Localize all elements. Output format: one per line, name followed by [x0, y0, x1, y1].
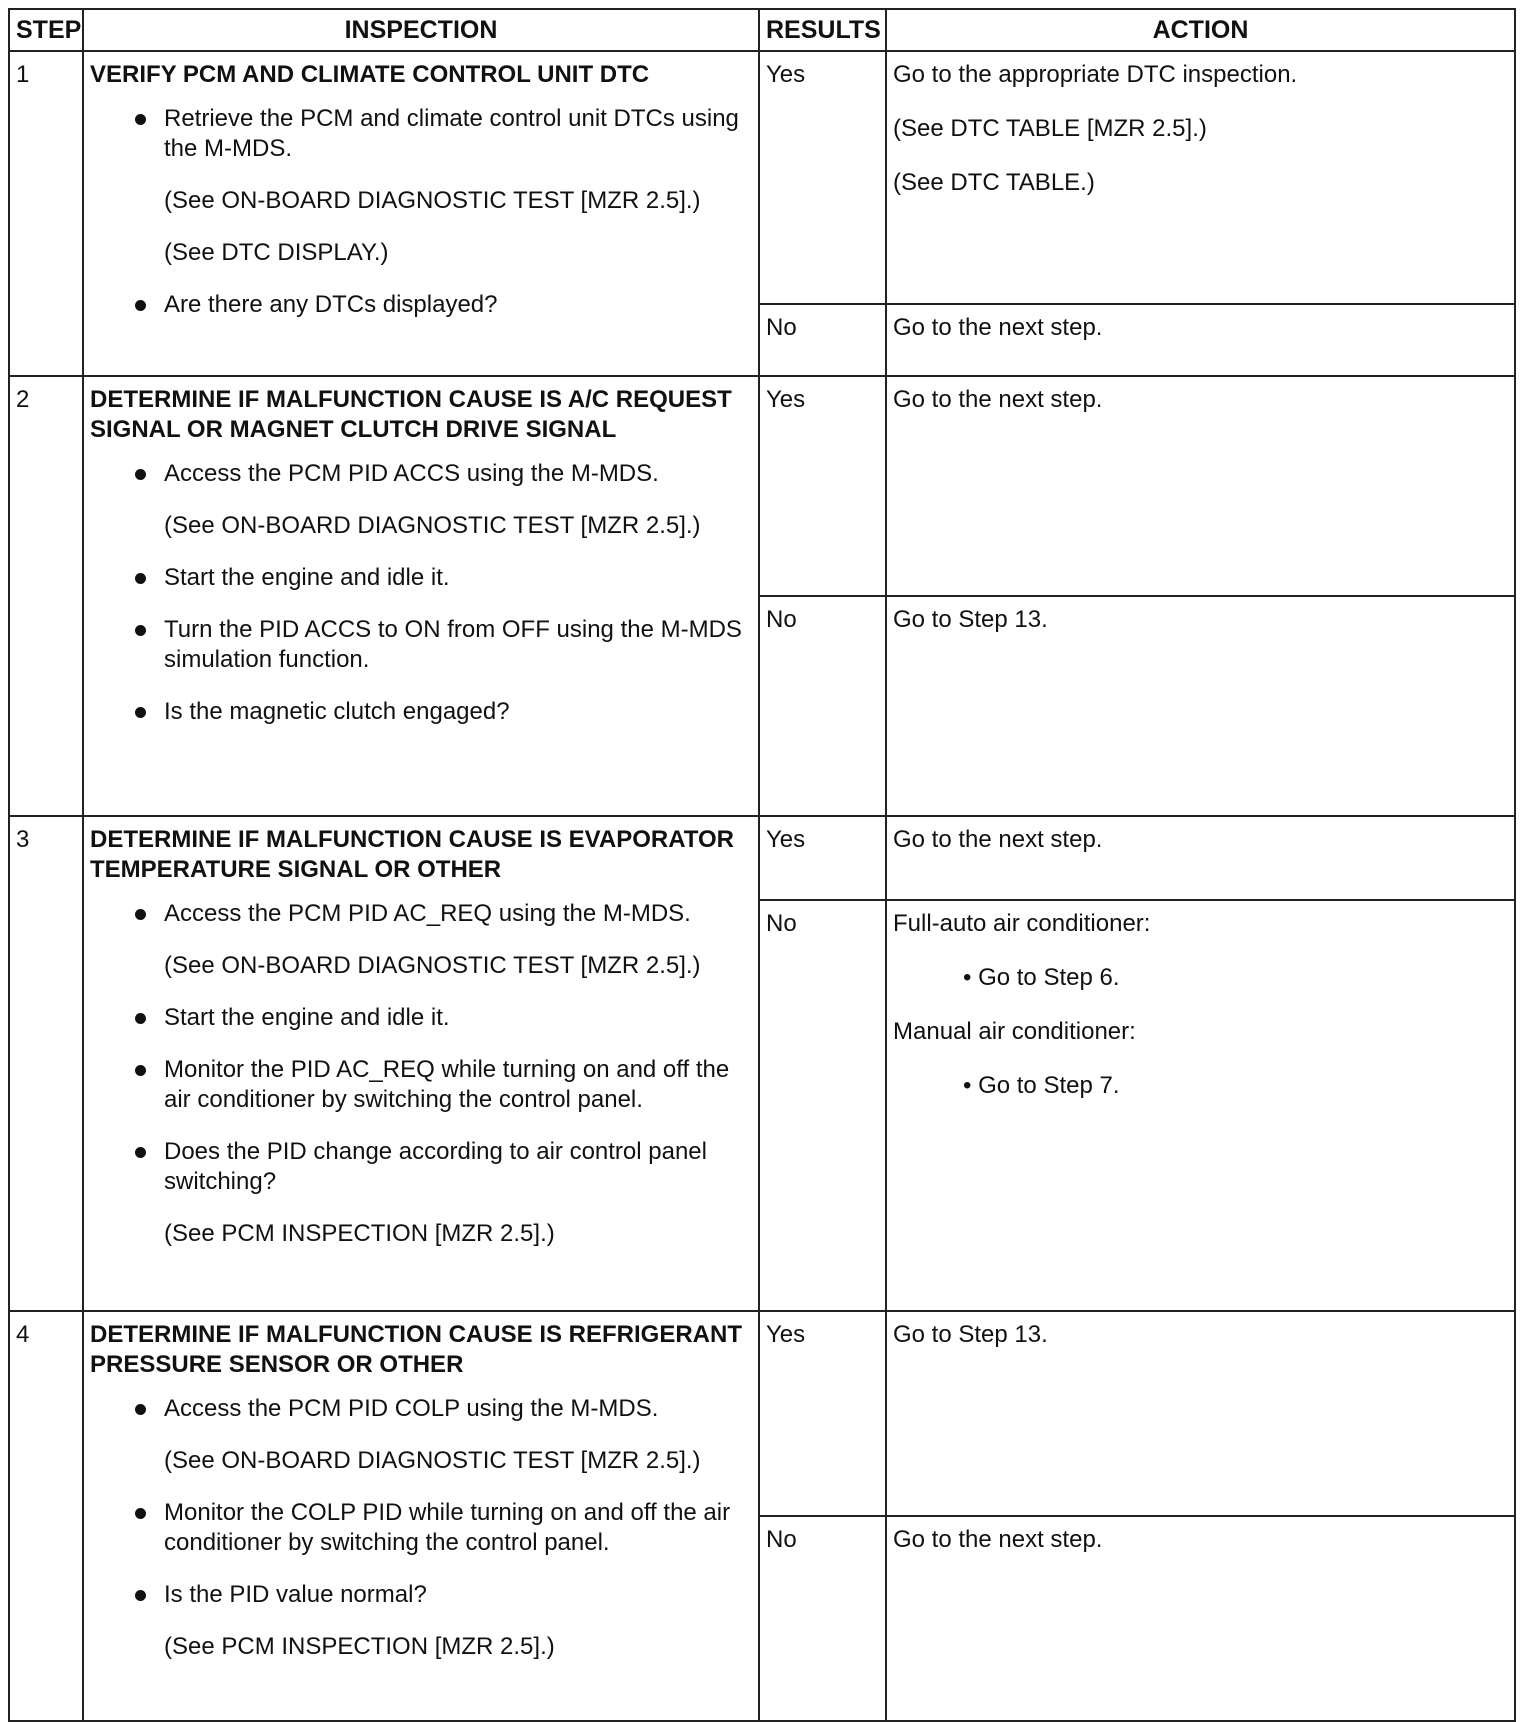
action-text: Go to the next step. — [893, 386, 1103, 413]
reference-note: (See ON-BOARD DIAGNOSTIC TEST [MZR 2.5].) — [164, 187, 701, 214]
step-number: 4 — [9, 1311, 83, 1721]
table-row — [9, 376, 1515, 596]
action-text: • Go to Step 6. — [963, 964, 1120, 991]
action-text: Full-auto air conditioner: — [893, 910, 1151, 937]
result-cell: No — [759, 596, 886, 816]
action-text: (See DTC TABLE [MZR 2.5].) — [893, 115, 1207, 142]
result-cell: No — [759, 900, 886, 1311]
action-cell — [886, 900, 1515, 1311]
step-number: 1 — [9, 51, 83, 376]
action-cell — [886, 1311, 1515, 1516]
reference-note: (See DTC DISPLAY.) — [164, 239, 389, 266]
bullet-item: Start the engine and idle it. — [90, 563, 752, 593]
action-cell — [886, 596, 1515, 816]
action-cell — [886, 816, 1515, 900]
header-step: STEP — [9, 9, 83, 51]
step-title: VERIFY PCM AND CLIMATE CONTROL UNIT DTC — [90, 61, 650, 88]
result-cell: Yes — [759, 1311, 886, 1516]
inspection-cell — [83, 1311, 759, 1721]
table-row — [9, 51, 1515, 304]
header-inspection: INSPECTION — [83, 9, 759, 51]
action-cell — [886, 51, 1515, 304]
result-cell: No — [759, 304, 886, 376]
step-number: 3 — [9, 816, 83, 1311]
table-row — [9, 816, 1515, 900]
bullet-item: Turn the PID ACCS to ON from OFF using the M-MDS simulation function. — [90, 615, 752, 675]
reference-note: (See ON-BOARD DIAGNOSTIC TEST [MZR 2.5].) — [164, 952, 701, 979]
reference-note: (See ON-BOARD DIAGNOSTIC TEST [MZR 2.5].) — [164, 512, 701, 539]
step-title: DETERMINE IF MALFUNCTION CAUSE IS EVAPORATOR TEMPERATURE SIGNAL OR OTHER — [90, 826, 735, 883]
step-number: 2 — [9, 376, 83, 816]
reference-note: (See PCM INSPECTION [MZR 2.5].) — [164, 1220, 555, 1247]
reference-note: (See ON-BOARD DIAGNOSTIC TEST [MZR 2.5].) — [164, 1447, 701, 1474]
result-cell: No — [759, 1516, 886, 1721]
header-results: RESULTS — [759, 9, 886, 51]
action-text: Go to the appropriate DTC inspection. — [893, 61, 1298, 88]
result-cell: Yes — [759, 816, 886, 900]
bullet-item: Is the magnetic clutch engaged? — [90, 697, 752, 727]
action-text: Manual air conditioner: — [893, 1018, 1136, 1045]
action-text: (See DTC TABLE.) — [893, 169, 1095, 196]
bullet-item: Access the PCM PID AC_REQ using the M-MDS. — [90, 899, 752, 929]
result-cell: Yes — [759, 51, 886, 304]
table-row — [9, 1311, 1515, 1516]
table-header-row — [9, 9, 1515, 51]
inspection-cell — [83, 816, 759, 1311]
bullet-item: Are there any DTCs displayed? — [90, 290, 752, 320]
step-title: DETERMINE IF MALFUNCTION CAUSE IS A/C REQUEST SIGNAL OR MAGNET CLUTCH DRIVE SIGNAL — [90, 386, 732, 443]
reference-note: (See PCM INSPECTION [MZR 2.5].) — [164, 1633, 555, 1660]
action-cell — [886, 376, 1515, 596]
diagnostic-procedure-table — [8, 8, 1516, 1722]
action-text: • Go to Step 7. — [963, 1072, 1120, 1099]
bullet-item: Start the engine and idle it. — [90, 1003, 752, 1033]
inspection-cell — [83, 51, 759, 376]
bullet-item: Does the PID change according to air control panel switching? — [90, 1137, 752, 1197]
bullet-item: Is the PID value normal? — [90, 1580, 752, 1610]
action-text: Go to the next step. — [893, 1526, 1103, 1553]
action-cell — [886, 304, 1515, 376]
result-cell: Yes — [759, 376, 886, 596]
header-action: ACTION — [886, 9, 1515, 51]
step-title: DETERMINE IF MALFUNCTION CAUSE IS REFRIGERANT PRESSURE SENSOR OR OTHER — [90, 1321, 742, 1378]
action-text: Go to the next step. — [893, 826, 1103, 853]
action-text: Go to the next step. — [893, 314, 1103, 341]
action-text: Go to Step 13. — [893, 1321, 1048, 1348]
bullet-item: Access the PCM PID ACCS using the M-MDS. — [90, 459, 752, 489]
action-text: Go to Step 13. — [893, 606, 1048, 633]
action-cell — [886, 1516, 1515, 1721]
bullet-item: Monitor the PID AC_REQ while turning on and off the air conditioner by switching the control panel. — [90, 1055, 752, 1115]
inspection-cell — [83, 376, 759, 816]
bullet-item: Retrieve the PCM and climate control unit DTCs using the M-MDS. — [90, 104, 752, 164]
bullet-item: Access the PCM PID COLP using the M-MDS. — [90, 1394, 752, 1424]
bullet-item: Monitor the COLP PID while turning on and off the air conditioner by switching the control panel. — [90, 1498, 752, 1558]
